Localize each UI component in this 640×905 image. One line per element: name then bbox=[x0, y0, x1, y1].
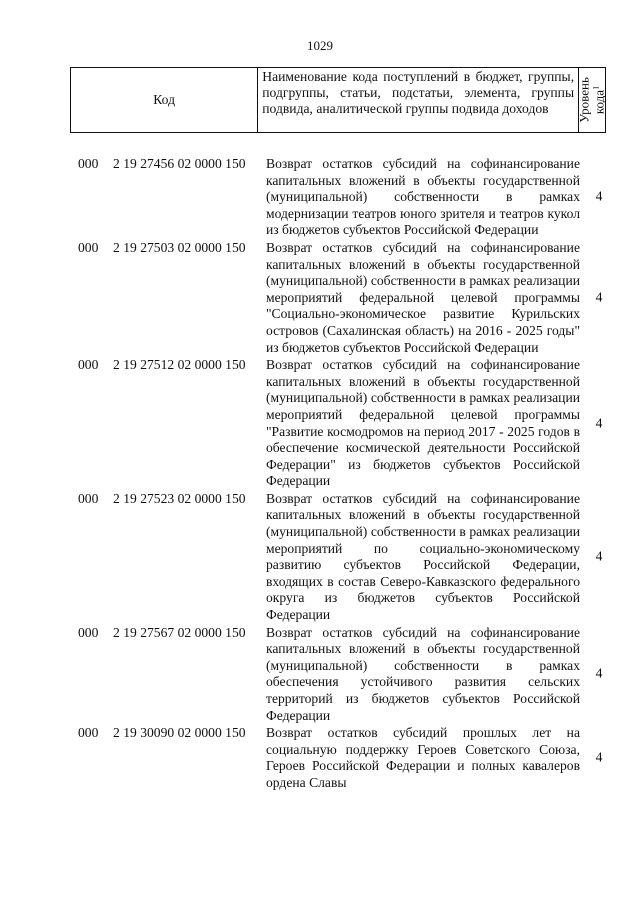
row-name: Возврат остатков субсидий на софинансирование капитальных вложений в объекты государственной (муниципальной) собственности в рамках обеспечения устойчивого развития сельских территорий из бюджетов субъектов Российской Федерации bbox=[266, 624, 580, 723]
header-level-line1: Уровень bbox=[576, 77, 592, 123]
header-code-label: Код bbox=[153, 91, 175, 107]
header-name-cell bbox=[258, 68, 579, 132]
row-name: Возврат остатков субсидий прошлых лет на социальную поддержку Героев Советского Союза, Героев Российской Федерации и полных кавалеров ордена Славы bbox=[266, 725, 580, 790]
row-prefix: 000 bbox=[78, 725, 99, 741]
table-row bbox=[0, 357, 640, 490]
header-level-cell bbox=[576, 68, 607, 132]
row-code: 2 19 30090 02 0000 150 bbox=[113, 725, 246, 741]
row-name: Возврат остатков субсидий на софинансирование капитальных вложений в объекты государственной (муниципальной) собственности в рамках реализации мероприятий федеральной целевой программы "Развитие космодромов на период 2017 - 2025 годов в обеспечение космической деятельности Российской Федерации" из бюджетов субъектов Российской Федерации bbox=[266, 357, 580, 489]
row-level: 4 bbox=[595, 548, 603, 564]
row-prefix: 000 bbox=[78, 156, 99, 171]
table-row bbox=[0, 625, 640, 725]
page-number: 1029 bbox=[307, 38, 333, 53]
table-row bbox=[0, 240, 640, 356]
table-body bbox=[0, 156, 640, 793]
row-name: Возврат остатков субсидий на софинансирование капитальных вложений в объекты государственной (муниципальной) собственности в рамках модернизации театров юного зрителя и театров кукол из бюджетов субъектов Российской Федерации bbox=[266, 156, 580, 238]
row-code: 2 19 27523 02 0000 150 bbox=[113, 490, 246, 506]
row-code: 2 19 27512 02 0000 150 bbox=[113, 357, 246, 373]
header-level-footnote: 1 bbox=[591, 85, 601, 90]
row-code: 2 19 27503 02 0000 150 bbox=[113, 239, 246, 255]
row-level: 4 bbox=[595, 415, 603, 431]
table-row bbox=[0, 491, 640, 624]
table-row bbox=[0, 156, 640, 239]
row-prefix: 000 bbox=[78, 490, 99, 506]
table-header bbox=[70, 67, 606, 133]
row-level: 4 bbox=[595, 750, 603, 766]
row-level: 4 bbox=[595, 189, 603, 205]
header-name-label: Наименование кода поступлений в бюджет, группы, подгруппы, статьи, подстатьи, элемента, группы подвида, аналитической группы подвида доходов bbox=[262, 69, 575, 116]
row-level: 4 bbox=[595, 666, 603, 682]
header-level-line2: кода$^1$ bbox=[591, 85, 607, 115]
header-code-cell bbox=[71, 68, 258, 132]
row-name: Возврат остатков субсидий на софинансирование капитальных вложений в объекты государственной (муниципальной) собственности в рамках реализации мероприятий федеральной целевой программы "Социально-экономическое развитие Курильских островов (Сахалинская область) на 2016 - 2025 годы" из бюджетов субъектов Российской Федерации bbox=[266, 239, 580, 355]
row-name: Возврат остатков субсидий на софинансирование капитальных вложений в объекты государственной (муниципальной) собственности в рамках реализации мероприятий по социально-экономическому развитию субъектов Российской Федерации, входящих в состав Северо-Кавказского федерального округа из бюджетов субъектов Российской Федерации bbox=[266, 490, 580, 623]
row-level: 4 bbox=[595, 289, 603, 305]
row-code: 2 19 27567 02 0000 150 bbox=[113, 624, 246, 640]
row-prefix: 000 bbox=[78, 624, 99, 640]
table-row bbox=[0, 725, 640, 791]
row-prefix: 000 bbox=[78, 357, 99, 373]
row-prefix: 000 bbox=[78, 239, 99, 255]
row-code: 2 19 27456 02 0000 150 bbox=[113, 156, 246, 171]
header-level-label bbox=[578, 77, 605, 123]
